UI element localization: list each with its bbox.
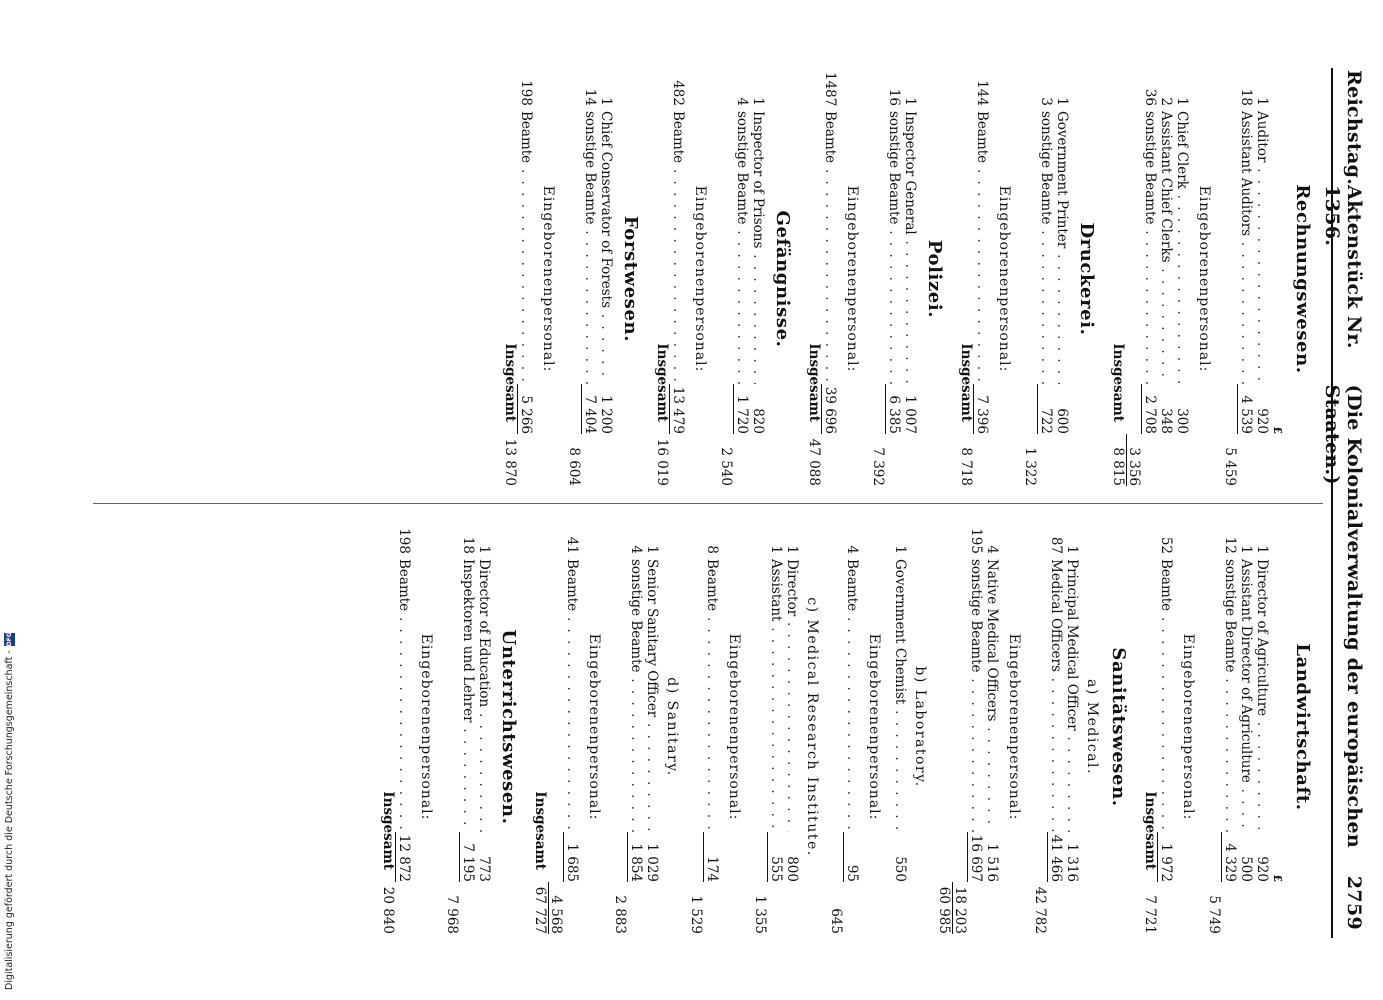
table-row: 41 Beamte . . . 1 685: [564, 520, 580, 934]
subtotal-row: 2 540: [718, 447, 734, 486]
subtotal-row: 7 392: [870, 447, 886, 486]
currency-row: [1270, 72, 1286, 486]
table-row: 1 Director . . . 800: [784, 520, 800, 934]
total-row: Insgesamt 8 718: [958, 343, 974, 486]
subtotal-row: 2 883: [612, 895, 628, 934]
table-row: 198 Beamte . . . 12 872: [396, 520, 412, 934]
section-forestry: [501, 72, 641, 486]
subtotal-row: 8 604: [566, 447, 582, 486]
table-row: 1487 Beamte . . . 39 696: [822, 72, 838, 486]
table-row: 18 Assistant Auditors . . . 4 539: [1238, 72, 1254, 486]
native-staff-label: Eingeborenenpersonal:: [844, 185, 860, 373]
subsection-title: d) Sanitary.: [664, 677, 680, 777]
table-row: 4 Native Medical Officers . . . 1 516: [984, 520, 1000, 934]
digitization-credit: [2, 600, 16, 990]
right-column: [369, 520, 1325, 934]
table-row: 4 sonstige Beamte . . . 1 720: [734, 72, 750, 486]
table-row: 3 sonstige Beamte . . . 722: [1038, 72, 1054, 486]
table-row: 2 Assistant Chief Clerks . . . 348: [1158, 72, 1174, 486]
table-row: 16 sonstige Beamte . . . 6 385: [886, 72, 902, 486]
section-title: Druckerei.: [1076, 222, 1097, 336]
section-accounting: [1109, 72, 1313, 486]
currency-symbol: £: [1271, 426, 1284, 434]
subtotal-row: 645: [828, 908, 844, 934]
dfg-logo: DFG: [5, 632, 12, 647]
table-row: 1 Inspector General . . . 1 007: [902, 72, 918, 486]
table-row: 4 sonstige Beamte . . . 1 854: [628, 520, 644, 934]
table-row: 1 Chief Clerk . . . 300: [1174, 72, 1190, 486]
native-staff-label: Eingeborenenpersonal:: [692, 185, 708, 373]
subtotal-row: 4 568: [548, 520, 564, 934]
section-title: Forstwesen.: [620, 215, 641, 343]
total-row: Insgesamt 47 088: [806, 343, 822, 486]
table-row: 1 Government Chemist . . . 550: [892, 520, 908, 934]
table-row: 12 sonstige Beamte . . . 4 329: [1222, 520, 1238, 934]
table-row: 1 Senior Sanitary Officer . . . 1 029: [644, 520, 660, 934]
total-row: Insgesamt 16 019: [654, 343, 670, 486]
table-row: 1 Chief Conservator of Forests . . . 1 200: [598, 72, 614, 486]
native-staff-label: Eingeborenenpersonal:: [586, 633, 602, 821]
native-staff-label: Eingeborenenpersonal:: [866, 633, 882, 821]
section-title: Polizei.: [924, 239, 945, 319]
section-title: Rechnungswesen.: [1292, 184, 1313, 374]
table-row: 52 Beamte . . . 1 972: [1158, 520, 1174, 934]
table-row: 87 Medical Officers . . . 41 466: [1048, 520, 1064, 934]
table-row: 1 Auditor . . . 920: [1254, 72, 1270, 486]
subsection-title: c) Medical Research Institute.: [804, 597, 820, 857]
subtotal-row: 1 355: [752, 895, 768, 934]
table-row: 1 Director of Agriculture . . . 920: [1254, 520, 1270, 934]
total-row: 60 985: [936, 886, 952, 934]
total-row: Insgesamt 67 727: [532, 791, 548, 934]
section-police: [805, 72, 945, 486]
section-title: Landwirtschaft.: [1292, 643, 1313, 811]
header-left: Reichstag.: [1343, 70, 1365, 186]
native-staff-label: Eingeborenenpersonal:: [726, 633, 742, 821]
table-row: 18 Inspektoren und Lehrer . . . 7 195: [460, 520, 476, 934]
table-row: 36 sonstige Beamte . . . 2 708: [1142, 72, 1158, 486]
total-row: Insgesamt 20 840: [380, 791, 396, 934]
native-staff-label: Eingeborenenpersonal:: [418, 633, 434, 821]
subtotal-row: 3 356: [1126, 72, 1142, 486]
table-row: 1 Director of Education . . . 773: [476, 520, 492, 934]
subtotal-row: 1 322: [1022, 447, 1038, 486]
table-row: 4 Beamte . . . 95: [844, 520, 860, 934]
total-row: Insgesamt 7 721: [1142, 791, 1158, 934]
header-rule: [1331, 68, 1333, 938]
table-row: 1 Government Printer . . . 600: [1054, 72, 1070, 486]
native-staff-label: Eingeborenenpersonal:: [1006, 633, 1022, 821]
subtotal-row: 42 782: [1032, 886, 1048, 934]
table-row: 1 Assistant . . . 555: [768, 520, 784, 934]
currency-symbol: £: [1271, 874, 1284, 882]
table-row: 198 Beamte . . . 5 266: [518, 72, 534, 486]
subtotal-row: 1 529: [688, 895, 704, 934]
subtotal-row: 5 749: [1206, 895, 1222, 934]
native-staff-label: Eingeborenenpersonal:: [1180, 633, 1196, 821]
section-agriculture: [1141, 520, 1313, 934]
total-row: Insgesamt 13 870: [502, 343, 518, 486]
table-row: 144 Beamte . . . 7 396: [974, 72, 990, 486]
page-header: [1321, 70, 1365, 930]
subtotal-row: 5 459: [1222, 447, 1238, 486]
section-title: Gefängnisse.: [772, 210, 793, 348]
table-row: 14 sonstige Beamte . . . 7 404: [582, 72, 598, 486]
left-column: [491, 72, 1325, 486]
section-sanitary-services: [531, 520, 1129, 934]
subtotal-row: 18 203: [952, 520, 968, 934]
subsection-title: b) Laboratory.: [912, 666, 928, 788]
native-staff-label: Eingeborenenpersonal:: [996, 185, 1012, 373]
table-row: 1 Inspector of Prisons . . . 820: [750, 72, 766, 486]
native-staff-label: Eingeborenenpersonal:: [1196, 185, 1212, 373]
table-row: 8 Beamte . . . 174: [704, 520, 720, 934]
native-staff-label: Eingeborenenpersonal:: [540, 185, 556, 373]
table-row: 195 sonstige Beamte . . . 16 697: [968, 520, 984, 934]
table-row: 1 Assistant Director of Agriculture . . . 500: [1238, 520, 1254, 934]
header-page-number: 2759: [1343, 875, 1365, 930]
section-printing: [957, 72, 1097, 486]
section-prisons: [653, 72, 793, 486]
subtotal-row: 7 968: [444, 895, 460, 934]
section-education: [379, 520, 519, 934]
section-title: Sanitätswesen.: [1108, 647, 1129, 807]
table-row: 482 Beamte . . . 13 479: [670, 72, 686, 486]
header-document-number: Aktenstück Nr. 1356.: [1321, 185, 1365, 349]
total-row: Insgesamt 8 815: [1110, 343, 1126, 486]
currency-row: [1270, 520, 1286, 934]
subsection-title: a) Medical.: [1084, 679, 1100, 775]
credit-text: Digitalisierung gefördert durch die Deutsche Forschungsgemeinschaft -: [3, 650, 14, 990]
column-divider: [93, 503, 1323, 504]
section-title: Unterrichtswesen.: [498, 629, 519, 825]
table-row: 1 Principal Medical Officer . . . 1 316: [1064, 520, 1080, 934]
header-topic: (Die Kolonialverwaltung der europäischen Staaten.): [1321, 384, 1365, 848]
